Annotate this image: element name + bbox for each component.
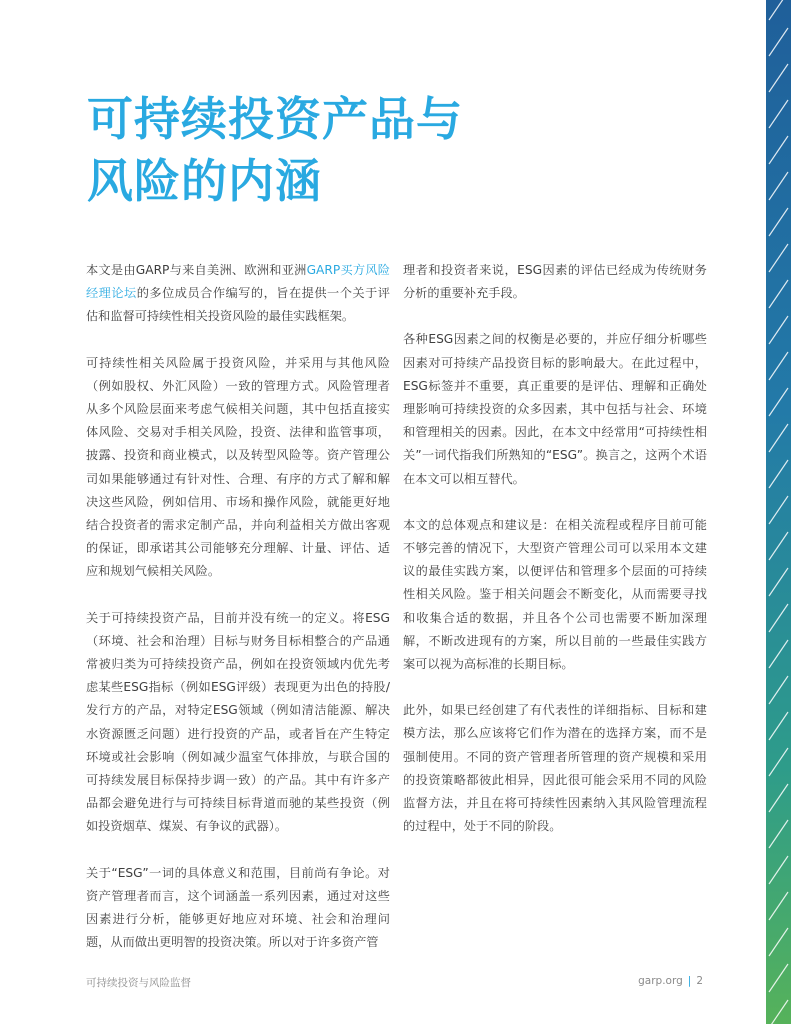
page-title (87, 88, 463, 212)
stripe-diagonal-line (769, 748, 788, 776)
page-number: 2 (696, 975, 703, 987)
stripe-diagonal-line (769, 820, 788, 848)
right-paragraph-2: 各种ESG因素之间的权衡是必要的，并应仔细分析哪些因素对可持续产品投资目标的影响最大。在此过程中，ESG标签并不重要，真正重要的是评估、理解和正确处理影响可持续投资的众多因素，其中包括与社会、环境和管理相关的因素。因此，在本文中经常用“可持续性相关”一词代指我们所熟知的“ESG”。换言之，这两个术语在本文可以相互替代。 (403, 332, 707, 486)
left-paragraph-2: 可持续性相关风险属于投资风险，并采用与其他风险（例如股权、外汇风险）一致的管理方式。风险管理者从多个风险层面来考虑气候相关问题，其中包括直接实体风险、交易对手相关风险，投资、法律和监管事项，披露、投资和商业模式，以及转型风险等。资产管理公司如果能够通过有针对性、合理、有序的方式了解和解决这些风险，例如信用、市场和操作风险，就能更好地结合投资者的需求定制产品，并向利益相关方做出客观的保证，即承诺其公司能够充分理解、计量、评估、适应和规划气候相关风险。 (86, 355, 390, 579)
intro-text-continued: 的多位成员合作编写的，旨在提供一个关于评估和监督可持续性相关投资风险的最佳实践框架。 (86, 286, 390, 324)
stripe-diagonal-line (769, 244, 788, 272)
stripe-diagonal-line (769, 100, 788, 128)
footer-site[interactable]: garp.org (638, 975, 683, 987)
right-paragraph-4: 此外，如果已经创建了有代表性的详细指标、目标和建模方法，那么应该将它们作为潜在的选择方案，而不是强制使用。不同的资产管理者所管理的资产规模和采用的投资策略都彼此相异，因此很可能会采用不同的风险监督方法，并且在将可持续性因素纳入其风险管理流程的过程中，处于不同的阶段。 (403, 703, 707, 834)
decorative-side-stripe (766, 0, 791, 1024)
stripe-diagonal-line (769, 856, 788, 884)
stripe-diagonal-line (769, 424, 788, 452)
footer-divider: | (687, 975, 692, 987)
footer-document-title: 可持续投资与风险监督 (86, 977, 191, 989)
left-paragraph-1 (86, 259, 390, 329)
stripe-diagonal-line (769, 280, 788, 308)
stripe-diagonal-line (769, 496, 788, 524)
stripe-pattern (766, 0, 791, 1024)
intro-text: 本文是由GARP与来自美洲、欧洲和亚洲 (86, 263, 307, 277)
stripe-diagonal-line (769, 532, 788, 560)
page-title-line-2: 风险的内涵 (87, 154, 322, 208)
stripe-diagonal-line (769, 208, 788, 236)
stripe-diagonal-line (769, 568, 788, 596)
stripe-diagonal-line (769, 172, 788, 200)
stripe-diagonal-line (769, 784, 788, 812)
stripe-diagonal-line (769, 28, 788, 56)
forum-link[interactable]: GARP买方风险经理论坛 (86, 263, 390, 301)
stripe-diagonal-line (769, 64, 788, 92)
stripe-diagonal-line (769, 388, 788, 416)
stripe-diagonal-line (769, 892, 788, 920)
stripe-diagonal-line (769, 604, 788, 632)
stripe-diagonal-line (769, 460, 788, 488)
footer-page-info (638, 975, 703, 987)
stripe-diagonal-line (769, 316, 788, 344)
stripe-diagonal-line (769, 640, 788, 668)
page-title-line-1: 可持续投资产品与 (87, 92, 463, 146)
left-column (86, 259, 390, 977)
stripe-diagonal-line (769, 0, 788, 20)
stripe-diagonal-line (769, 676, 788, 704)
right-column (403, 259, 707, 861)
left-paragraph-3: 关于可持续投资产品，目前并没有统一的定义。将ESG（环境、社会和治理）目标与财务目标相整合的产品通常被归类为可持续投资产品，例如在投资领域内优先考虑某些ESG指标（例如ESG评级）表现更为出色的持股/发行方的产品，对特定ESG领域（例如清洁能源、解决水资源匮乏问题）进行投资的产品，或者旨在产生特定环境或社会影响（例如减少温室气体排放，与联合国的可持续发展目标保持步调一致）的产品。其中有许多产品都会避免进行与可持续目标背道而驰的某些投资（例如投资烟草、煤炭、有争议的武器）。 (86, 610, 390, 834)
stripe-diagonal-line (769, 352, 788, 380)
right-paragraph-1: 理者和投资者来说，ESG因素的评估已经成为传统财务分析的重要补充手段。 (403, 263, 707, 301)
stripe-diagonal-line (769, 712, 788, 740)
stripe-diagonal-line (769, 928, 788, 956)
stripe-diagonal-line (769, 136, 788, 164)
right-paragraph-3: 本文的总体观点和建议是：在相关流程或程序目前可能不够完善的情况下，大型资产管理公司可以采用本文建议的最佳实践方案，以便评估和管理多个层面的可持续性相关风险。鉴于相关问题会不断变化，从而需要寻找和收集合适的数据，并且各个公司也需要不断加深理解，不断改进现有的方案，所以目前的一些最佳实践方案可以视为高标准的长期目标。 (403, 517, 707, 672)
stripe-diagonal-line (769, 1000, 788, 1024)
left-paragraph-4: 关于“ESG”一词的具体意义和范围，目前尚有争论。对资产管理者而言，这个词涵盖一系列因素，通过对这些因素进行分析，能够更好地应对环境、社会和治理问题，从而做出更明智的投资决策。所以对于许多资产管 (86, 865, 390, 950)
stripe-diagonal-line (769, 964, 788, 992)
